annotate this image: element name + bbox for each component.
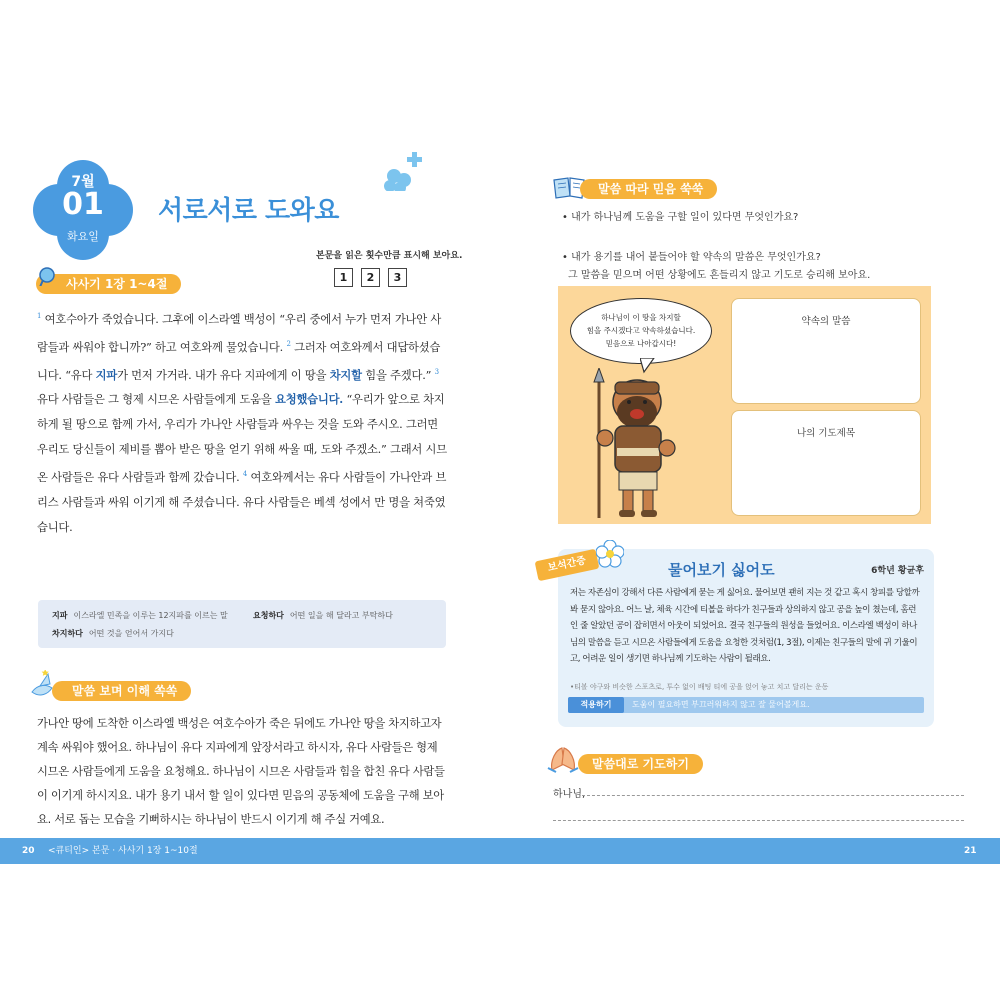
praying-hands-icon (546, 744, 580, 774)
faith-title: 말씀 따라 믿음 쑥쑥 (580, 179, 717, 199)
apply-label: 적용하기 (568, 697, 624, 713)
prayer-line-1[interactable] (582, 795, 964, 796)
right-page-number: 21 (964, 846, 977, 856)
apply-text: 도움이 필요하면 부끄러워하지 않고 잘 물어볼게요. (632, 700, 810, 709)
verse-number: 2 (286, 339, 291, 348)
apply-bar (568, 697, 924, 713)
date-badge (33, 160, 133, 260)
understanding-title: 말씀 보며 이해 쏙쏙 (52, 681, 191, 701)
badge-month: 7월 (71, 174, 95, 190)
vocab-highlight: 지파 (95, 367, 118, 382)
reading-check-box-1[interactable]: 1 (334, 268, 353, 287)
verse-number: 4 (242, 470, 248, 479)
promise-word-label: 약속의 말씀 (801, 316, 851, 327)
faith-question-1: • 내가 하나님께 도움을 구할 일이 있다면 무엇인가요? (562, 212, 799, 223)
vocab-term: 차지하다 (52, 629, 83, 638)
scripture-text: 가 먼저 가거라. 내가 유다 지파에게 이 땅을 (117, 368, 327, 382)
prayer-topic-box[interactable] (731, 410, 921, 516)
flower-icon (596, 540, 624, 568)
page-footer (0, 838, 1000, 864)
testimony-text: 저는 자존심이 강해서 다른 사람에게 묻는 게 싫어요. 물어보면 괜히 지는 것 같고 혹시 창피를 당할까 봐 묻지 않아요. 어느 날, 체육 시간에 티볼을 하다가 친구들과 상의하지 않고 공을 높이 쳤는데, 홈런인 줄 알았던 공이 잡히면서 아웃이 되었어요. 결국 친구들의 원성을 들었어요. 이스라엘 백성이 하나님의 말씀을 듣고 시므온 사람들에게 도움을 요청한 것처럼(1, 3절), 이제는 친구들의 말에 귀 기울이고, 어려운 일이 생기면 하나님께 기도하는 사람이 될래요. (570, 588, 920, 664)
vocab-def: 이스라엘 민족을 이루는 12지파를 이르는 말 (73, 611, 228, 620)
vocab-term: 요청하다 (253, 611, 284, 620)
scripture-text: “우리가 앞으로 차지하게 될 땅으로 함께 가서, 우리가 가나안 사람들과 싸우는 것을 도와 주시오. 그러면 우리도 당신들이 제비를 뽑아 받은 땅을 얻기 위해 싸울 때, 도와 주겠소.” 그래서 시므온 사람들은 유다 사람들과 함께 갔습니다. (37, 393, 447, 485)
faith-question-2: • 내가 용기를 내어 붙들어야 할 약속의 말씀은 무엇인가요? (562, 252, 821, 263)
scripture-text: 그러자 여호와께서 대답하셨습니다. “유다 (37, 340, 441, 382)
speech-line: 하나님이 이 땅을 차지할 (601, 313, 681, 322)
speech-line: 믿음으로 나아갑시다! (605, 339, 677, 348)
prayer-line-2[interactable] (553, 820, 964, 821)
speech-bubble (570, 298, 712, 364)
badge-day: 01 (62, 187, 104, 222)
vocab-item (52, 610, 228, 621)
vocab-item (52, 628, 174, 639)
vocab-highlight: 요청했습니다. (275, 392, 344, 407)
prayer-title: 말씀대로 기도하기 (578, 754, 703, 774)
pin-icon (36, 266, 56, 286)
vocab-highlight: 차지할 (329, 367, 362, 382)
understanding-text: 가나안 땅에 도착한 이스라엘 백성은 여호수아가 죽은 뒤에도 가나안 땅을 차지하고자 계속 싸워야 했어요. 하나님이 유다 지파에게 앞장서라고 하시자, 유다 사람들은 형제 시므온 사람들에게 도움을 요청해요. 하나님이 시므온 사람들과 힘을 합친 유다 사람들이 이기게 하시지요. 내가 용기 내서 할 일이 있다면 믿음의 공동체에 도움을 구해 보아요. 서로 돕는 모습을 기뻐하시는 하나님이 반드시 이기게 해 주실 거예요. (37, 717, 445, 826)
speech-line: 힘을 주시겠다고 약속하셨습니다. (586, 326, 696, 335)
left-page-number: 20 (22, 846, 35, 856)
scripture-text: 힘을 주겠다.” (365, 368, 432, 382)
scripture-text: 여호와께서는 유다 사람들이 가나안과 브리스 사람들과 싸워 이기게 해 주셨습니다. 유다 사람들은 베섹 성에서 만 명을 쳐죽였습니다. (37, 471, 447, 535)
passage-reference-label: 사사기 1장 1~4절 (36, 274, 181, 294)
vocab-def: 어떤 것을 얻어서 가지다 (88, 629, 174, 638)
vocab-term: 지파 (52, 611, 68, 620)
passage-reference (36, 274, 181, 294)
faith-question-2-sub: 그 말씀을 믿으며 어떤 상황에도 흔들리지 않고 기도로 승리해 보아요. (568, 270, 871, 281)
verse-number: 1 (37, 312, 42, 320)
vocab-box (38, 600, 446, 648)
reading-check-box-2[interactable]: 2 (361, 268, 380, 287)
scripture-passage (37, 304, 449, 540)
reading-check-label: 본문을 읽은 횟수만큼 표시해 보아요. (316, 251, 463, 261)
testimony-title: 물어보기 싫어도 (668, 561, 775, 579)
testimony-author: 6학년 황균후 (871, 566, 924, 576)
vocab-def: 어떤 일을 해 달라고 부탁하다 (289, 611, 393, 620)
scripture-text: 유다 사람들은 그 형제 시므온 사람들에게 도움을 (37, 393, 272, 407)
testimony-footnote: •티볼 야구와 비슷한 스포츠로, 투수 없이 배팅 티에 공을 얹어 놓고 치고 달리는 운동 (570, 683, 829, 691)
reading-check-box-3[interactable]: 3 (388, 268, 407, 287)
warrior-illustration (575, 368, 685, 520)
badge-weekday: 화요일 (67, 230, 99, 243)
promise-word-box[interactable] (731, 298, 921, 404)
flower-decor-icon (380, 146, 430, 191)
gem-testimony-tag: 보석간증 (535, 549, 600, 581)
prayer-topic-label: 나의 기도제목 (796, 428, 856, 439)
footer-source: <큐티인> 본문 · 사사기 1장 1~10절 (48, 846, 198, 856)
testimony-card (558, 549, 934, 727)
scripture-text: 여호수아가 죽었습니다. 그후에 이스라엘 백성이 “우리 중에서 누가 먼저 가나안 사람들과 싸워야 합니까?” 하고 여호와께 물었습니다. (37, 312, 442, 354)
page-title: 서로서로 도와요 (158, 196, 339, 226)
vocab-item (253, 610, 393, 621)
prayer-start: 하나님, (553, 789, 586, 800)
verse-number: 3 (434, 367, 439, 376)
